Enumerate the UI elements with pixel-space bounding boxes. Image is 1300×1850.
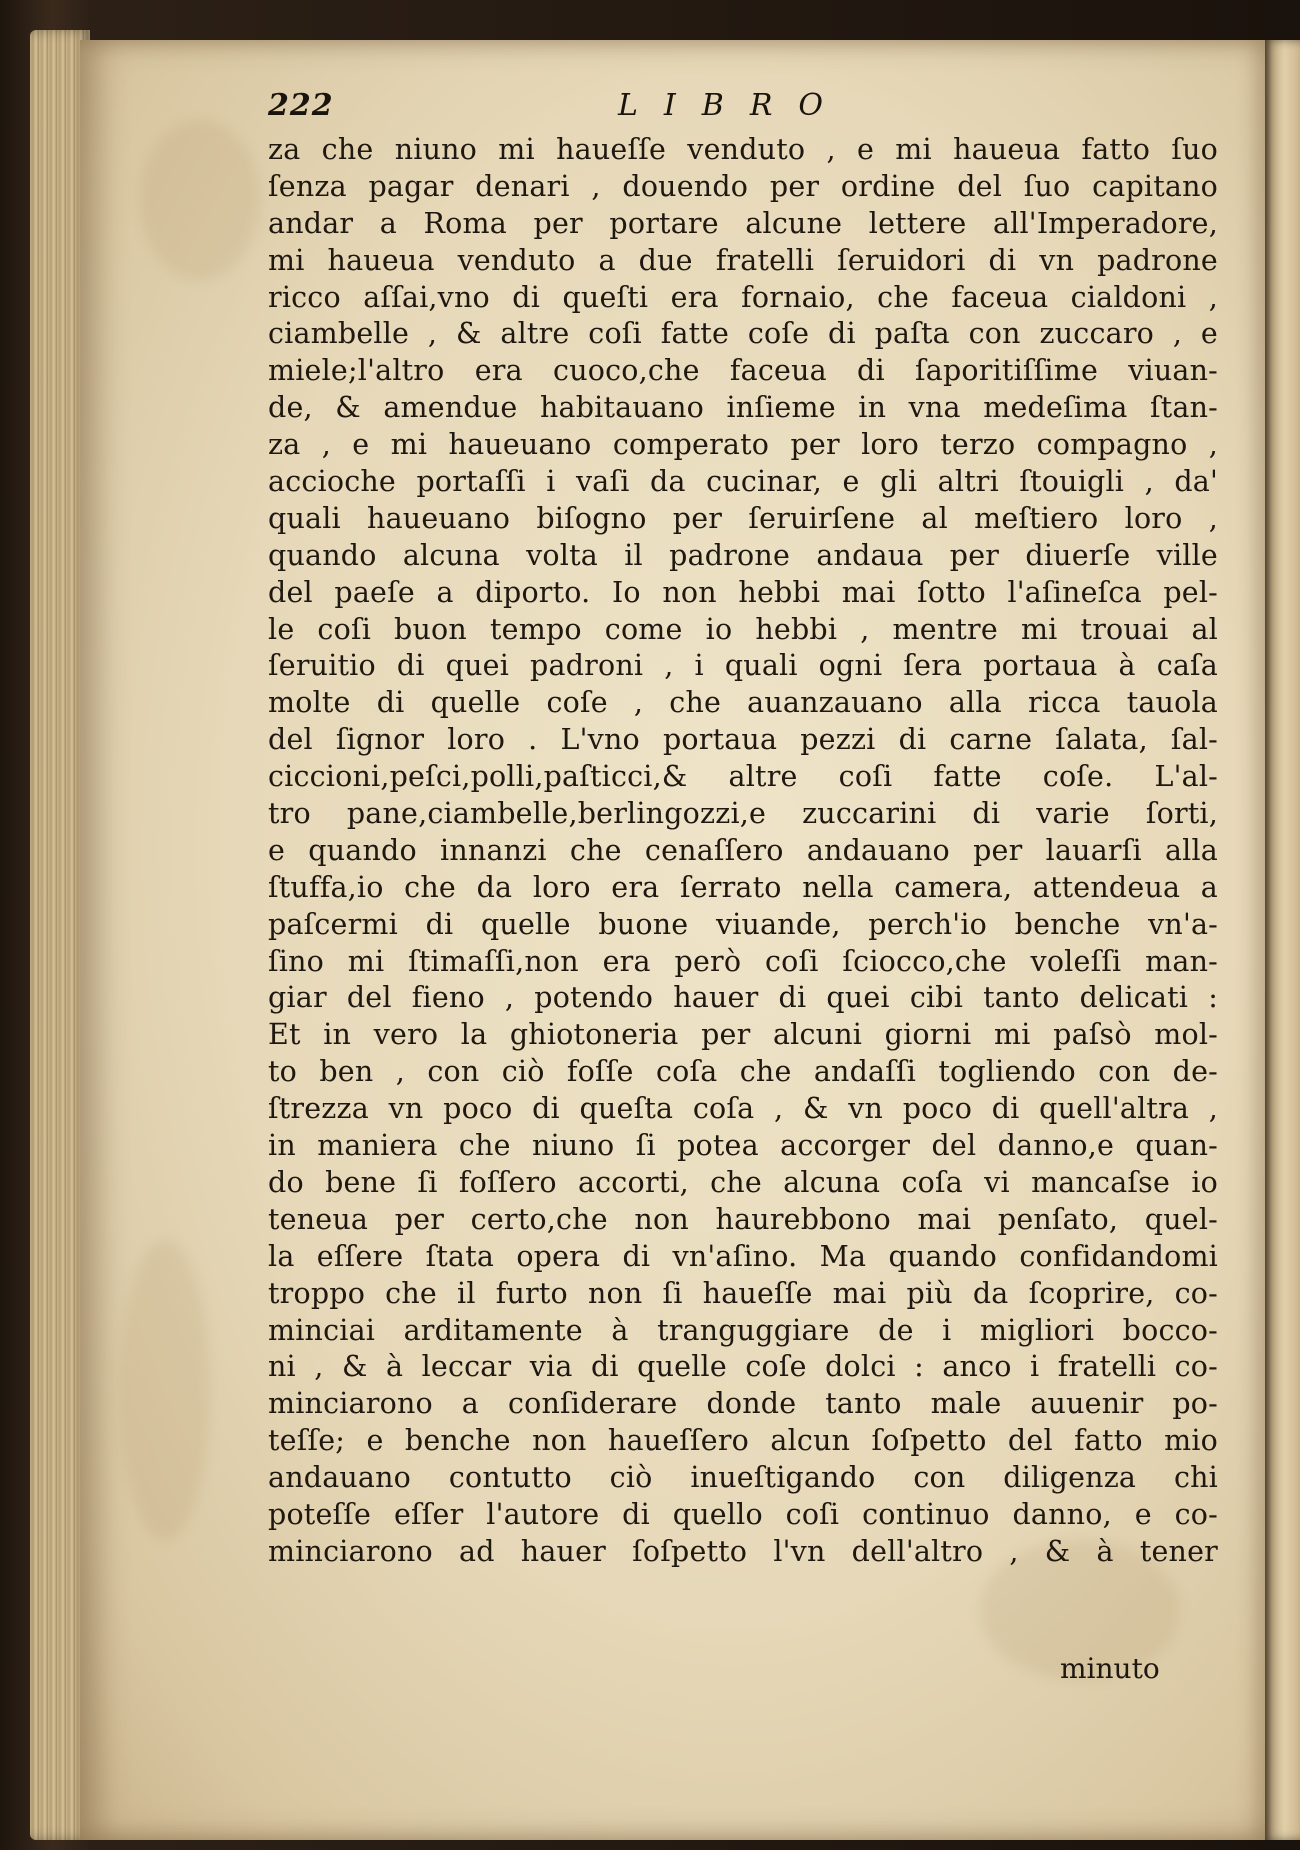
text-line: giar del fieno , potendo hauer di quei cibi tanto delicati : — [268, 981, 1218, 1015]
text-line: accioche portaſſi i vaſi da cucinar, e gli altri ſtouigli , da' — [268, 465, 1218, 499]
text-line: miele;l'altro era cuoco,che faceua di ſaporitiſſime viuan- — [268, 354, 1218, 388]
facing-page-edge — [1262, 40, 1300, 1840]
text-line: minciarono a conſiderare donde tanto male auuenir po- — [268, 1387, 1218, 1421]
catchword: minuto — [1060, 1652, 1160, 1685]
text-line: in maniera che niuno ſi potea accorger del danno,e quan- — [268, 1129, 1218, 1163]
paper-stain — [120, 1240, 210, 1540]
text-line: troppo che il furto non ſi haueſſe mai più da ſcoprire, co- — [268, 1276, 1218, 1310]
running-header — [268, 88, 1208, 132]
text-line: del ſignor loro . L'vno portaua pezzi di carne ſalata, ſal- — [268, 723, 1218, 757]
text-line: ſino mi ſtimaſſi,non era però coſi ſciocco,che voleſſi man- — [268, 944, 1218, 978]
text-line: le coſi buon tempo come io hebbi , mentre mi trouai al — [268, 612, 1218, 646]
text-line: ciambelle , & altre coſi fatte coſe di paſta con zuccaro , e — [268, 317, 1218, 351]
text-line: tro pane,ciambelle,berlingozzi,e zuccarini di varie ſorti, — [268, 797, 1218, 831]
text-line: teſſe; e benche non haueſſero alcun ſoſpetto del fatto mio — [268, 1424, 1218, 1458]
text-line: Et in vero la ghiotoneria per alcuni giorni mi paſsò mol- — [268, 1018, 1218, 1052]
text-line: do bene ſi foſſero accorti, che alcuna coſa vi mancaſse io — [268, 1165, 1218, 1199]
text-line: andar a Roma per portare alcune lettere all'Imperadore, — [268, 206, 1218, 240]
text-line: ſtuffa,io che da loro era ſerrato nella camera, attendeua a — [268, 870, 1218, 904]
text-line: minciarono ad hauer ſoſpetto l'vn dell'altro , & à tener — [268, 1534, 1218, 1568]
text-line: quando alcuna volta il padrone andaua per diuerſe ville — [268, 538, 1218, 572]
text-line: ſeruitio di quei padroni , i quali ogni ſera portaua à caſa — [268, 649, 1218, 683]
text-line: ricco aſſai,vno di queſti era fornaio, che faceua cialdoni , — [268, 280, 1218, 314]
text-line: mi haueua venduto a due fratelli ſeruidori di vn padrone — [268, 243, 1218, 277]
paper-stain — [140, 120, 260, 280]
text-line: za che niuno mi haueſſe venduto , e mi haueua fatto ſuo — [268, 133, 1218, 166]
text-line: ni , & à leccar via di quelle coſe dolci : anco i fratelli co- — [268, 1350, 1218, 1384]
text-line: andauano contutto ciò inueſtigando con diligenza chi — [268, 1461, 1218, 1495]
text-line: minciai arditamente à tranguggiare de i migliori bocco- — [268, 1313, 1218, 1347]
text-line: za , e mi haueuano comperato per loro terzo compagno , — [268, 428, 1218, 462]
text-line: quali haueuano biſogno per ſeruirſene al meſtiero loro , — [268, 501, 1218, 535]
text-line: ſtrezza vn poco di queſta coſa , & vn poco di quell'altra , — [268, 1092, 1218, 1126]
text-line: ſenza pagar denari , douendo per ordine del ſuo capitano — [268, 169, 1218, 203]
text-line: to ben , con ciò foſſe coſa che andaſſi togliendo con de- — [268, 1055, 1218, 1089]
text-line: molte di quelle coſe , che auanzauano alla ricca tauola — [268, 686, 1218, 720]
text-block — [268, 132, 1218, 1571]
text-line: e quando innanzi che cenaſſero andauano per lauarſi alla — [268, 833, 1218, 867]
text-line: teneua per certo,che non haurebbono mai penſato, quel- — [268, 1202, 1218, 1236]
text-line: la eſſere ſtata opera di vn'aſino. Ma quando confidandomi — [268, 1239, 1218, 1273]
text-line: ciccioni,peſci,polli,paſticci,& altre coſi fatte coſe. L'al- — [268, 760, 1218, 794]
text-line: poteſſe eſſer l'autore di quello coſi continuo danno, e co- — [268, 1497, 1218, 1531]
text-line: paſcermi di quelle buone viuande, perch'io benche vn'a- — [268, 907, 1218, 941]
text-line: de, & amendue habitauano inſieme in vna medeſima ſtan- — [268, 391, 1218, 425]
running-title: LIBRO — [618, 88, 850, 123]
text-line: del paeſe a diporto. Io non hebbi mai ſotto l'aſineſca pel- — [268, 575, 1218, 609]
page-number: 222 — [268, 88, 334, 123]
